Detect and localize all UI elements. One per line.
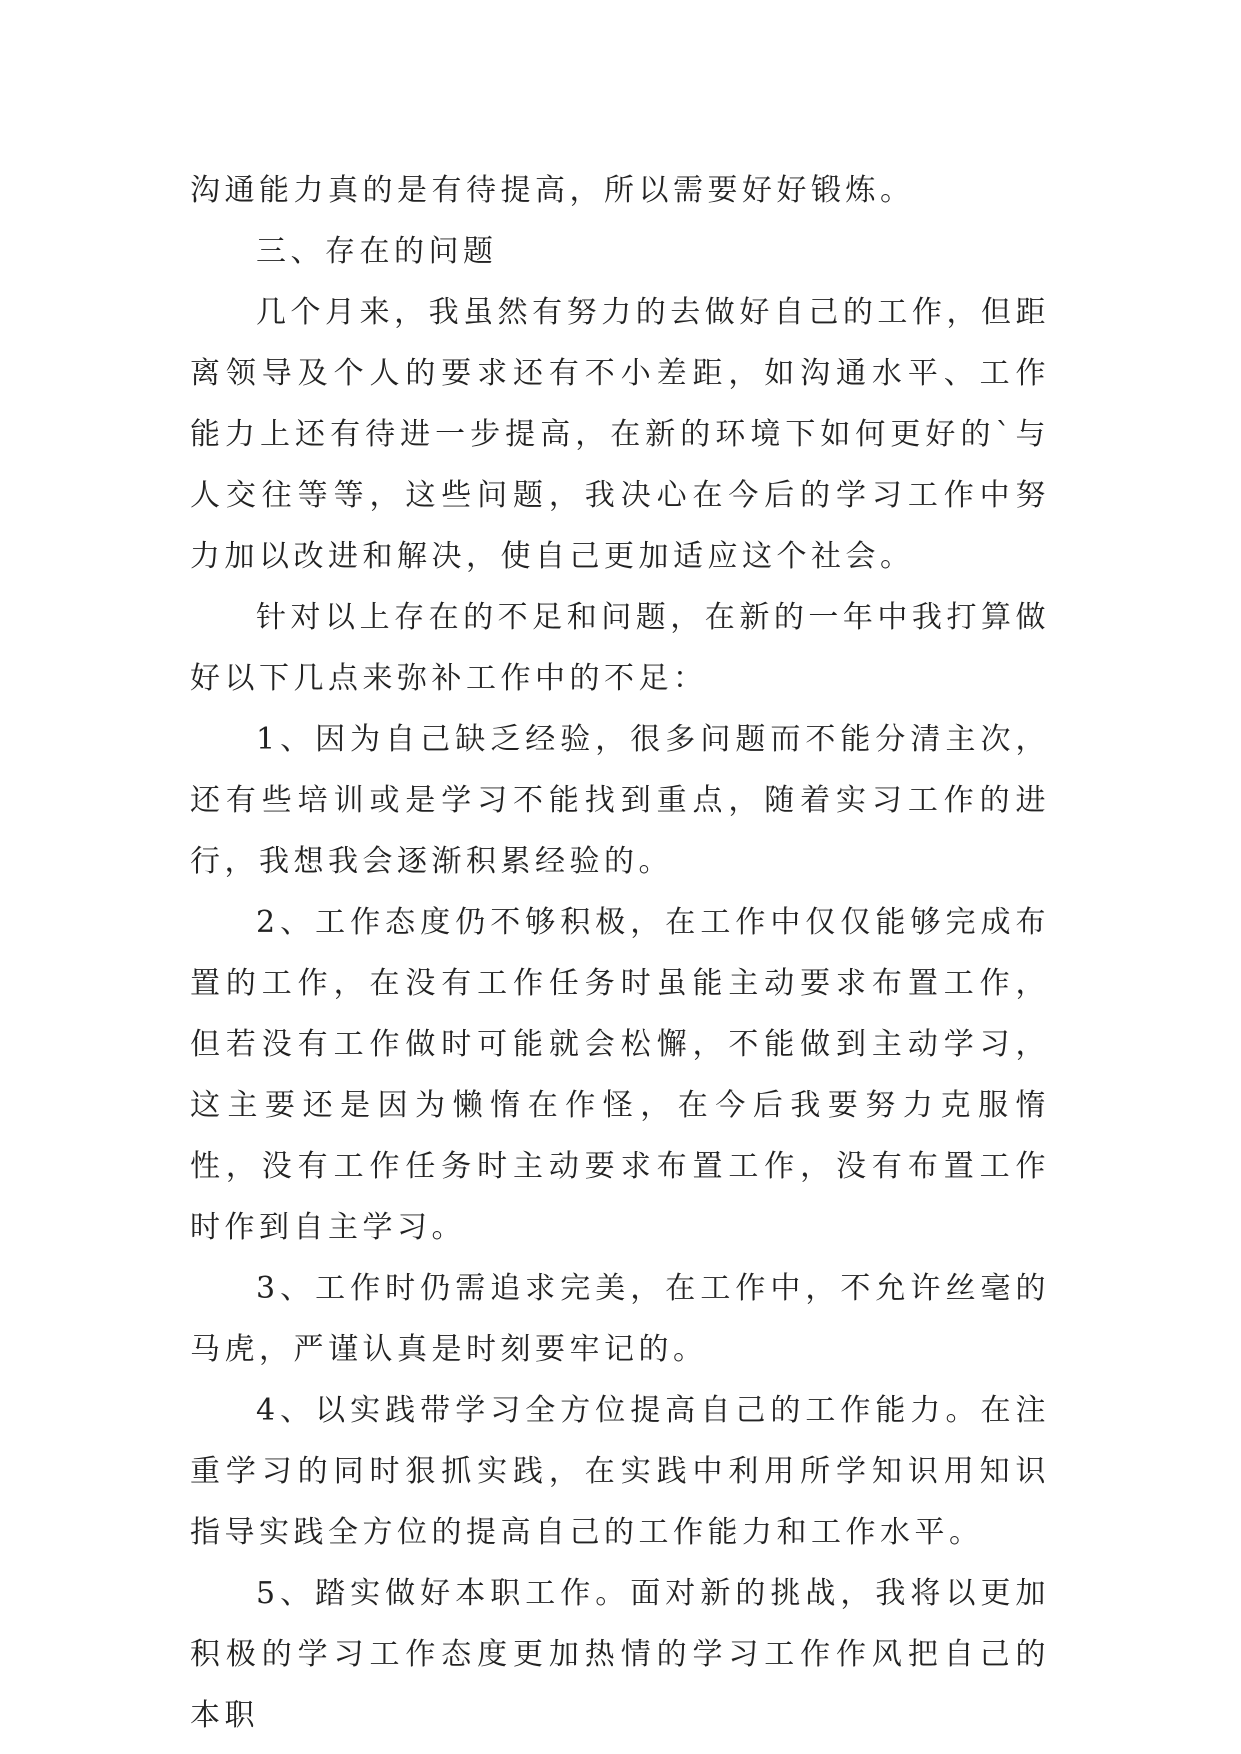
section-heading: 三、存在的问题	[256, 234, 498, 269]
paragraph-continued: 沟通能力真的是有待提高，所以需要好好锻炼。	[190, 173, 915, 208]
paragraph: 几个月来，我虽然有努力的去做好自己的工作，但距离领导及个人的要求还有不小差距，如沟通水平、工作能力上还有待进一步提高，在新的环境下如何更好的`与人交往等等，这些问题，我决心在今后的学习工作中努力加以改进和解决，使自己更加适应这个社会。	[190, 295, 1050, 574]
list-item: 1、因为自己缺乏经验，很多问题而不能分清主次，还有些培训或是学习不能找到重点，随着实习工作的进行，我想我会逐渐积累经验的。	[190, 722, 1050, 879]
list-item: 3、工作时仍需追求完美，在工作中，不允许丝毫的马虎，严谨认真是时刻要牢记的。	[190, 1271, 1050, 1367]
paragraph: 针对以上存在的不足和问题，在新的一年中我打算做好以下几点来弥补工作中的不足：	[190, 600, 1050, 696]
list-item: 5、踏实做好本职工作。面对新的挑战，我将以更加积极的学习工作态度更加热情的学习工作作风把自己的本职	[190, 1576, 1050, 1733]
document-body	[190, 160, 1050, 1746]
list-item: 4、以实践带学习全方位提高自己的工作能力。在注重学习的同时狠抓实践，在实践中利用所学知识用知识指导实践全方位的提高自己的工作能力和工作水平。	[190, 1393, 1050, 1550]
list-item: 2、工作态度仍不够积极，在工作中仅仅能够完成布置的工作，在没有工作任务时虽能主动要求布置工作，但若没有工作做时可能就会松懈，不能做到主动学习，这主要还是因为懒惰在作怪，在今后我要努力克服惰性，没有工作任务时主动要求布置工作，没有布置工作时作到自主学习。	[190, 905, 1050, 1245]
